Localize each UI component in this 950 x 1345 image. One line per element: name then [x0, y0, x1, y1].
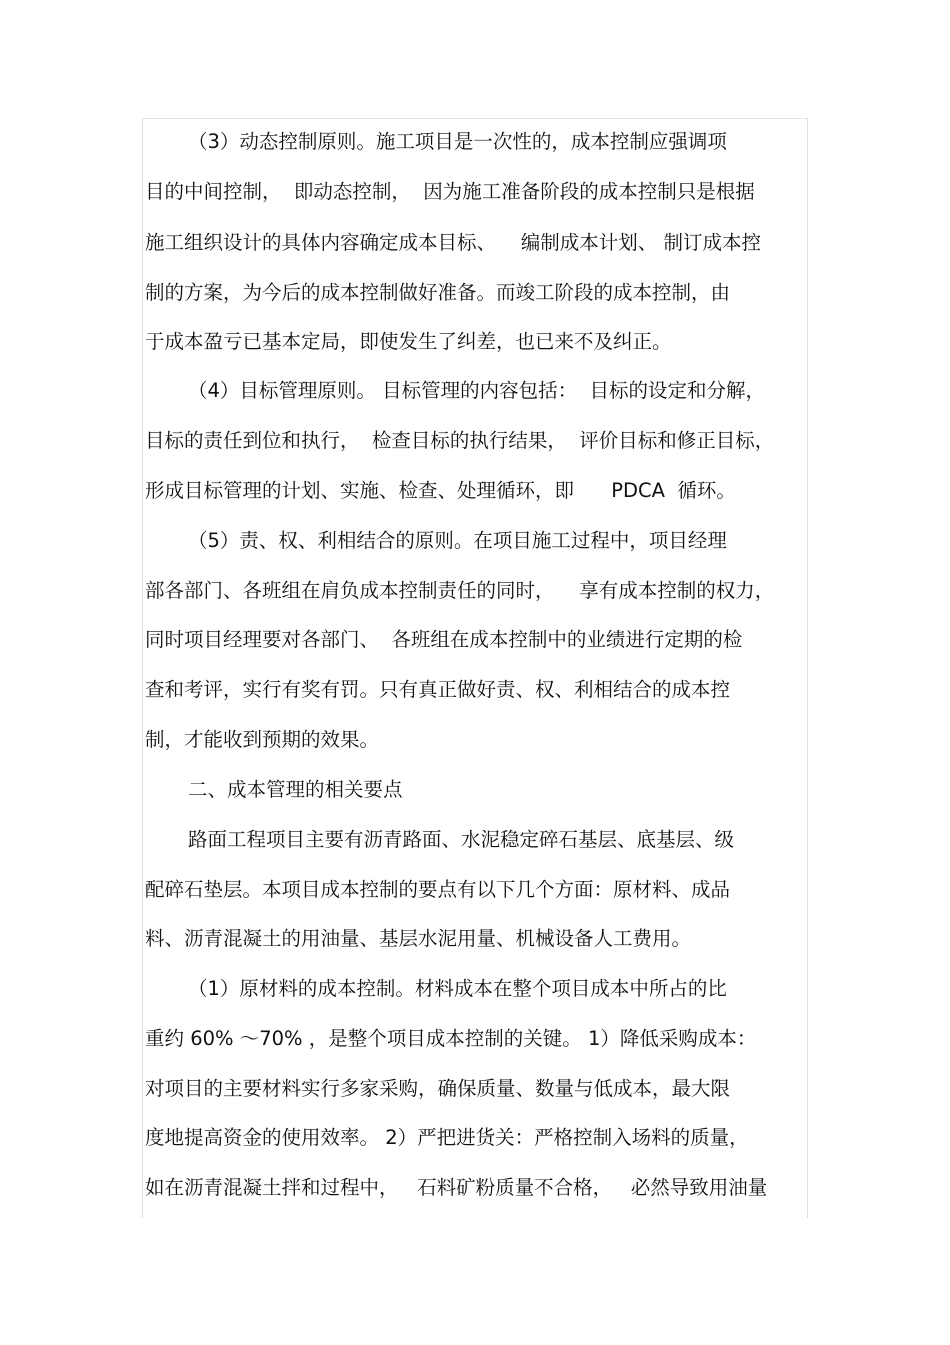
text-line: （3）动态控制原则。施工项目是一次性的，成本控制应强调项 [188, 130, 727, 153]
text-line: （4）目标管理原则。 目标管理的内容包括： 目标的设定和分解， [188, 379, 766, 402]
text-line: 形成目标管理的计划、实施、检查、处理循环，即 PDCA 循环。 [145, 479, 736, 502]
text-line: 查和考评，实行有奖有罚。只有真正做好责、权、利相结合的成本控 [145, 678, 731, 701]
text-line: 路面工程项目主要有沥青路面、水泥稳定碎石基层、底基层、级 [188, 828, 735, 851]
text-line: （5）责、权、利相结合的原则。在项目施工过程中，项目经理 [188, 529, 727, 552]
text-line: 制，才能收到预期的效果。 [145, 728, 380, 751]
text-line: 重约 60% ～70% ，是整个项目成本控制的关键。 1）降低采购成本： [145, 1027, 757, 1050]
text-line: 施工组织设计的具体内容确定成本目标、 编制成本计划、 制订成本控 [145, 231, 761, 254]
section-heading: 二、成本管理的相关要点 [188, 778, 403, 801]
text-line: 料、沥青混凝土的用油量、基层水泥用量、机械设备人工费用。 [145, 927, 692, 950]
text-line: （1）原材料的成本控制。材料成本在整个项目成本中所占的比 [188, 977, 727, 1000]
text-line: 部各部门、各班组在肩负成本控制责任的同时， 享有成本控制的权力， [145, 579, 775, 602]
text-line: 如在沥青混凝土拌和过程中， 石料矿粉质量不合格， 必然导致用油量 [145, 1176, 768, 1199]
text-line: 目的中间控制， 即动态控制， 因为施工准备阶段的成本控制只是根据 [145, 180, 755, 203]
text-line: 制的方案，为今后的成本控制做好准备。而竣工阶段的成本控制，由 [145, 281, 731, 304]
text-line: 度地提高资金的使用效率。 2）严把进货关：严格控制入场料的质量， [145, 1126, 749, 1149]
text-line: 目标的责任到位和执行， 检查目标的执行结果， 评价目标和修正目标， [145, 429, 775, 452]
text-line: 配碎石垫层。本项目成本控制的要点有以下几个方面：原材料、成品 [145, 878, 731, 901]
text-line: 同时项目经理要对各部门、 各班组在成本控制中的业绩进行定期的检 [145, 628, 743, 651]
text-line: 于成本盈亏已基本定局，即使发生了纠差，也已来不及纠正。 [145, 330, 672, 353]
text-line: 对项目的主要材料实行多家采购，确保质量、数量与低成本，最大限 [145, 1077, 731, 1100]
